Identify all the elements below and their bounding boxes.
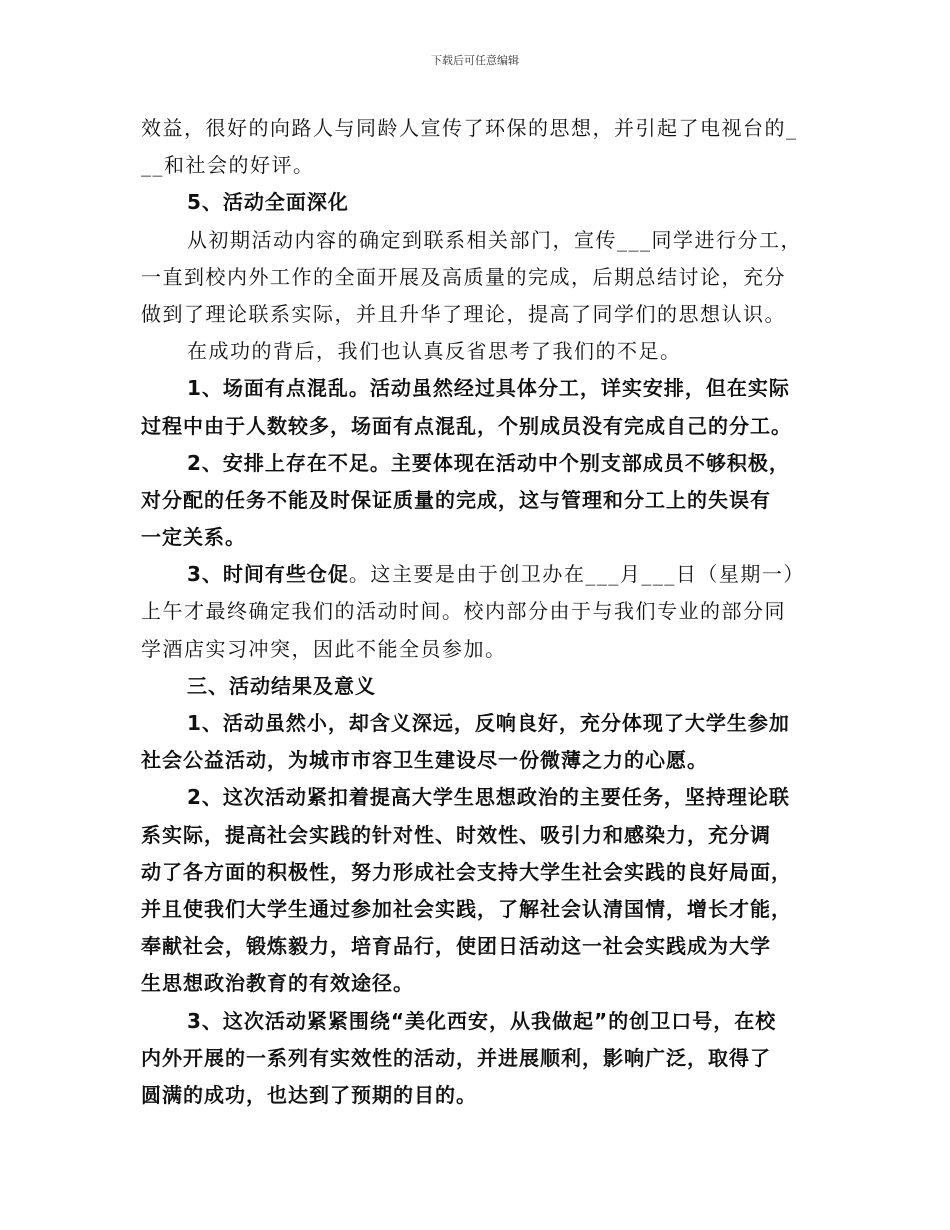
line-text: 3、这次活动紧紧围绕“美化西安，从我做起”的创卫口号，在校 [187, 1008, 777, 1033]
text-line [141, 333, 813, 370]
text-line [141, 891, 813, 928]
text-line [141, 482, 813, 519]
line-text: 。这主要是由于创卫办在___月___日（星期一） [348, 562, 805, 587]
line-text: 社会公益活动，为城市市容卫生建设尽一份微薄之力的心愿。 [141, 748, 708, 773]
line-text: 5、活动全面深化 [187, 190, 349, 215]
text-line [141, 147, 813, 184]
text-line [141, 965, 813, 1002]
line-text: 2、这次活动紧扣着提高大学生思想政治的主要任务，坚持理论联 [187, 785, 790, 810]
text-line [141, 445, 813, 482]
line-text: 动了各方面的积极性，努力形成社会支持大学生社会实践的良好局面， [141, 859, 792, 884]
text-line [141, 370, 813, 407]
text-line [141, 705, 813, 742]
text-line [141, 1003, 813, 1040]
text-line [141, 817, 813, 854]
line-text: 并且使我们大学生通过参加社会实践，了解社会认清国情，增长才能， [141, 896, 792, 921]
line-text: 从初期活动内容的确定到联系相关部门，宣传___同学进行分工， [187, 227, 802, 252]
line-text: 上午才最终确定我们的活动时间。校内部分由于与我们专业的部分同 [141, 599, 786, 624]
line-text: 1、活动虽然小，却含义深远，反响良好，充分体现了大学生参加 [187, 711, 790, 735]
line-text: 2、安排上存在不足。主要体现在活动中个别支部成员不够积极， [187, 450, 790, 475]
text-line [141, 928, 813, 965]
text-line [141, 296, 813, 333]
text-line [141, 110, 813, 147]
text-line [141, 184, 813, 221]
line-text: 学酒店实习冲突，因此不能全员参加。 [141, 636, 507, 661]
text-line [141, 668, 813, 705]
page-header: 下载后可任意编辑 [431, 54, 519, 67]
line-text: 对分配的任务不能及时保证质量的完成，这与管理和分工上的失误有 [141, 487, 771, 512]
line-text: 系实际，提高社会实践的针对性、时效性、吸引力和感染力，充分调 [141, 822, 771, 847]
text-line [141, 779, 813, 816]
text-line [141, 593, 813, 630]
text-line [141, 259, 813, 296]
line-text: 内外开展的一系列有实效性的活动，并进展顺利，影响广泛，取得了 [141, 1045, 771, 1070]
line-text: 奉献社会，锻炼毅力，培育品行，使团日活动这一社会实践成为大学 [141, 934, 771, 959]
text-line [141, 408, 813, 445]
line-text: 一定关系。 [141, 525, 246, 550]
line-text: 在成功的背后，我们也认真反省思考了我们的不足。 [187, 339, 682, 364]
line-text: 生思想政治教育的有效途径。 [141, 971, 414, 996]
text-line [141, 519, 813, 556]
text-line [141, 631, 813, 668]
text-line [141, 854, 813, 891]
line-text: 过程中由于人数较多，场面有点混乱，个别成员没有完成自己的分工。 [141, 413, 792, 438]
line-lead: 3、时间有些仓促 [187, 562, 349, 587]
document-body [141, 110, 813, 1114]
text-line [141, 556, 813, 593]
text-line [141, 1077, 813, 1114]
text-line [141, 222, 813, 259]
line-text: 三、活动结果及意义 [187, 673, 376, 698]
line-text: 圆满的成功，也达到了预期的目的。 [141, 1082, 477, 1107]
text-line [141, 1040, 813, 1077]
line-text: 一直到校内外工作的全面开展及高质量的完成，后期总结讨论，充分 [141, 264, 786, 289]
line-text: __和社会的好评。 [141, 153, 315, 178]
line-text: 1、场面有点混乱。活动虽然经过具体分工，详实安排，但在实际 [187, 376, 790, 401]
line-text: 做到了理论联系实际，并且升华了理论，提高了同学们的思想认识。 [141, 301, 786, 326]
line-text: 效益，很好的向路人与同龄人宣传了环保的思想，并引起了电视台的_ [141, 116, 798, 140]
text-line [141, 742, 813, 779]
